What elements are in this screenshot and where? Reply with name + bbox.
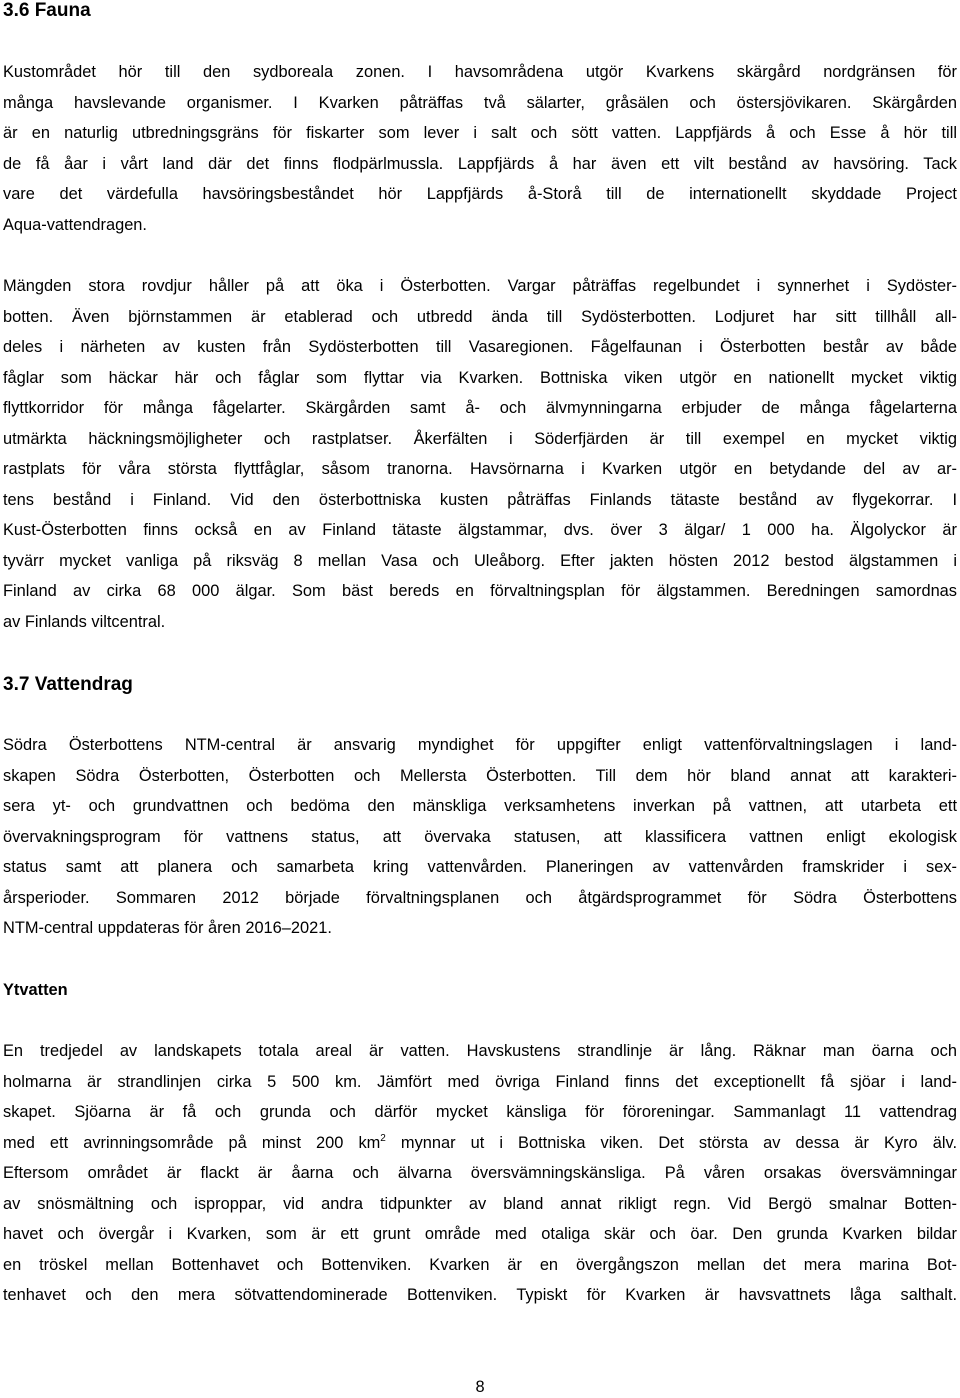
text-line: NTM-central uppdateras för åren 2016–2021. xyxy=(3,919,332,937)
text-line: Aqua-vattendragen. xyxy=(3,215,147,234)
vattendrag-paragraph-1 xyxy=(3,730,957,944)
text-line: havet och övergår i Kvarken, som är ett grunt område med otaliga skär och öar. Den grunda Kvarken bildar xyxy=(3,1225,957,1243)
section-heading-vattendrag: 3.7 Vattendrag xyxy=(3,674,133,695)
subheading-ytvatten: Ytvatten xyxy=(3,981,68,999)
text-line: sera yt- och grundvattnen och bedöma den mänskliga verksamhetens inverkan på vattnen, att utarbeta ett xyxy=(3,797,957,815)
superscript: 2 xyxy=(380,1132,386,1144)
fauna-paragraph-1 xyxy=(3,57,957,240)
text-line: skapet. Sjöarna är få och grunda och därför mycket känsliga för föroreningar. Sammanlagt 11 vattendrag xyxy=(3,1103,957,1121)
text-line: av snösmältning och isproppar, vid andra tidpunkter av bland annat rikligt regn. Vid Bergö smalnar Botten- xyxy=(3,1194,957,1213)
text-line: fåglar som häckar här och fåglar som flyttar via Kvarken. Bottniska viken utgör en nationellt mycket viktig xyxy=(3,368,957,387)
text-line: av Finlands viltcentral. xyxy=(3,612,166,631)
text-line: utmärkta häckningsmöjligheter och rastplatser. Åkerfälten i Söderfjärden är till exempel en mycket viktig xyxy=(3,429,957,448)
text-line: deles i närheten av kusten från Sydösterbotten till Vasaregionen. Fågelfaunan i Österbotten består av både xyxy=(3,338,957,356)
text-line: övervakningsprogram för vattnens status, att övervaka statusen, att klassificera vattnen enligt ekologisk xyxy=(3,827,957,846)
text-line: Kust-Österbotten finns också en av Finland tätaste älgstammar, dvs. över 3 älgar/ 1 000 ha. Älgolyckor är xyxy=(3,521,957,539)
text-line: Eftersom området är flackt är åarna och älvarna översvämningskänsliga. På våren orsakas översvämningar xyxy=(3,1164,957,1182)
text-line: flyttkorridor för många fågelarter. Skärgården samt å- och älvmynningarna erbjuder de många fågelarterna xyxy=(3,399,957,417)
text-line: årsperioder. Sommaren 2012 började förvaltningsplanen och åtgärdsprogrammet för Södra Österbottens xyxy=(3,888,957,907)
text-line: skapen Södra Österbotten, Österbotten och Mellersta Österbotten. Till dem hör bland annat att karakteri- xyxy=(3,766,957,785)
text-line: status samt att planera och samarbeta kring vattenvården. Planeringen av vattenvården framskrider i sex- xyxy=(3,858,957,876)
text-fragment: med ett avrinningsområde på minst 200 km xyxy=(3,1133,381,1152)
ytvatten-paragraph-1 xyxy=(3,1036,957,1311)
text-fragment: mynnar ut i Bottniska viken. Det största av dessa är Kyro älv. xyxy=(385,1133,957,1152)
text-line: är en naturlig utbredningsgräns för fiskarter som lever i salt och sött vatten. Lappfjärds å och Esse å hör till xyxy=(3,124,957,142)
text-line: många havslevande organismer. I Kvarken påträffas två sälarter, gråsälen och östersjövikaren. Skärgården xyxy=(3,93,957,112)
text-line: Södra Österbottens NTM-central är ansvarig myndighet för uppgifter enligt vattenförvaltningslagen i land- xyxy=(3,736,957,754)
text-line: tens bestånd i Finland. Vid den österbottniska kusten påträffas Finlands tätaste bestånd av flygekorrar. I xyxy=(3,490,957,509)
text-line: tyvärr mycket vanliga på riksväg 8 mellan Vasa och Uleåborg. Efter jakten hösten 2012 bestod älgstammen i xyxy=(3,551,957,570)
text-line: Mängden stora rovdjur håller på att öka i Österbotten. Vargar påträffas regelbundet i synnerhet i Sydöster- xyxy=(3,277,957,295)
text-line: rastplats för våra största flyttfåglar, såsom tranorna. Havsörnarna i Kvarken utgör en betydande del av ar- xyxy=(3,460,957,478)
text-line: vare det värdefulla havsöringsbeståndet hör Lappfjärds å-Storå till de internationellt skyddade Project xyxy=(3,185,957,203)
text-line: tenhavet och den mera sötvattendominerade Bottenviken. Typiskt för Kvarken är havsvattnets låga salthalt. xyxy=(3,1286,957,1304)
text-line: Kustområdet hör till den sydboreala zonen. I havsområdena utgör Kvarkens skärgård nordgränsen för xyxy=(3,63,957,81)
text-line: de få åar i vårt land där det finns flodpärlmussla. Lappfjärds å har även ett vilt bestånd av havsöring. Tack xyxy=(3,154,957,173)
text-line: botten. Även björnstammen är etablerad och utbredd ända till Sydösterbotten. Lodjuret har sitt tillhåll all- xyxy=(3,307,957,326)
text-line-with-superscript xyxy=(3,1128,957,1159)
fauna-paragraph-2 xyxy=(3,271,957,637)
text-line: en tröskel mellan Bottenhavet och Bottenviken. Kvarken är en övergångszon mellan det mera marina Bot- xyxy=(3,1255,957,1274)
text-line: holmarna är strandlinjen cirka 5 500 km. Jämfört med övriga Finland finns det exceptionellt få sjöar i land- xyxy=(3,1072,957,1091)
section-heading-fauna: 3.6 Fauna xyxy=(3,0,91,21)
text-line: Finland av cirka 68 000 älgar. Som bäst bereds en förvaltningsplan för älgstammen. Beredningen samordnas xyxy=(3,582,957,600)
text-line: En tredjedel av landskapets totala areal är vatten. Havskustens strandlinje är lång. Räknar man öarna och xyxy=(3,1042,957,1060)
page-number: 8 xyxy=(475,1378,485,1396)
